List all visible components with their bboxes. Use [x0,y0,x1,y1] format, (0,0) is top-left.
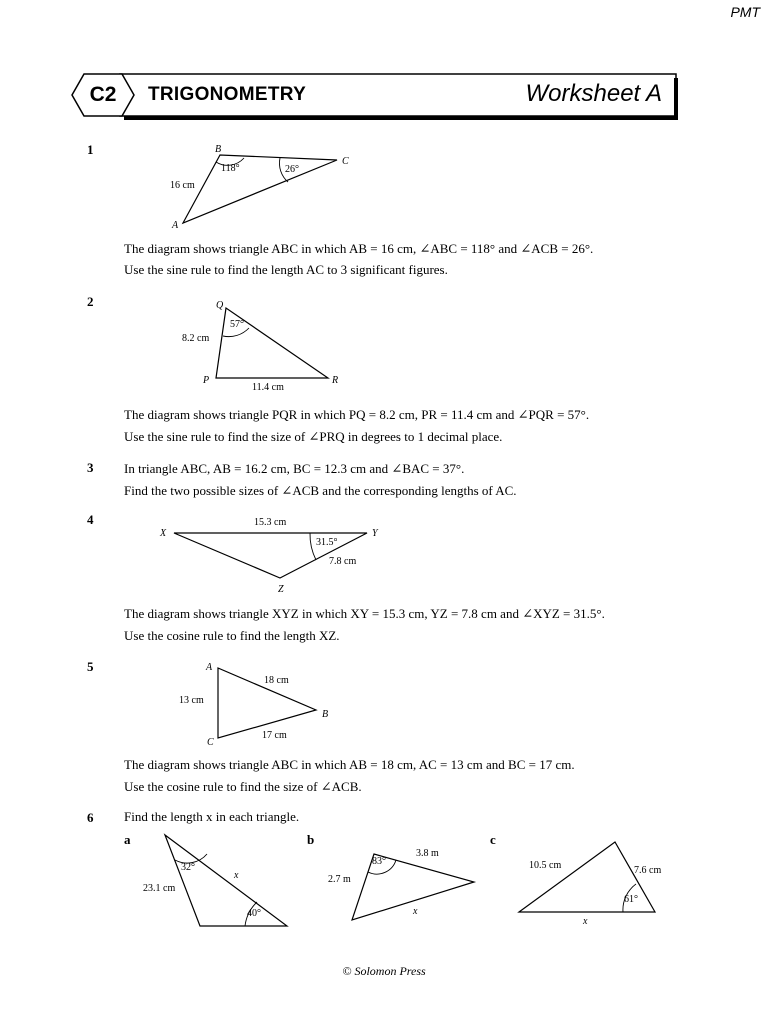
question-text: Use the cosine rule to find the length XZ. [124,628,340,643]
angle-bottom-label: 40° [247,908,261,919]
question-text: The diagram shows triangle ABC in which AB = 18 cm, AC = 13 cm and BC = 17 cm. [124,757,575,772]
side-top-label: 3.8 m [416,848,439,859]
corner-label: PMT [730,4,760,20]
side-xy-label: 15.3 cm [254,517,287,528]
vertex-z: Z [278,584,284,595]
vertex-a: A [206,662,213,673]
question-text: Use the sine rule to find the length AC to 3 significant figures. [124,262,448,277]
angle-y-label: 31.5° [316,537,338,548]
q6b-triangle-diagram [322,838,487,928]
unknown-x-label: x [234,870,239,881]
question-text: Find the length x in each triangle. [124,809,300,824]
vertex-y: Y [372,528,378,539]
question-number: 1 [87,142,94,157]
question-number: 3 [87,460,94,475]
q4-triangle-diagram [150,512,400,600]
vertex-p: P [203,375,210,386]
angle-c-label: 26° [285,164,299,175]
footer-credit: © Solomon Press [342,964,426,978]
unknown-x-label: x [583,916,588,927]
question-text: The diagram shows triangle ABC in which AB = 16 cm, ∠ABC = 118° and ∠ACB = 26°. [124,241,594,256]
question-text: The diagram shows triangle XYZ in which XY = 15.3 cm, YZ = 7.8 cm and ∠XYZ = 31.5°. [124,606,605,621]
side-left-label: 2.7 m [328,874,351,885]
side-bc-label: 17 cm [262,730,287,741]
course-code: C2 [89,83,117,106]
side-yz-label: 7.8 cm [329,556,357,567]
unknown-x-label: x [413,906,418,917]
part-label: c [490,832,496,847]
q5-triangle-diagram [170,658,360,750]
vertex-r: R [332,375,339,386]
vertex-b: B [215,144,222,155]
vertex-c: C [342,156,349,167]
page-title: TRIGONOMETRY [148,84,307,105]
side-ab-label: 18 cm [264,675,289,686]
angle-top-label: 32° [181,862,195,873]
worksheet-name: Worksheet A [525,80,662,107]
vertex-x: X [160,528,167,539]
question-number: 4 [87,512,94,527]
side-ab-label: 16 cm [170,180,195,191]
question-number: 5 [87,659,94,674]
side-left-label: 10.5 cm [529,860,562,871]
part-label: b [307,832,315,847]
part-label: a [124,832,131,847]
angle-label: 61° [624,894,638,905]
q1-triangle-diagram [160,140,360,235]
question-text: In triangle ABC, AB = 16.2 cm, BC = 12.3 cm and ∠BAC = 37°. [124,461,465,476]
vertex-a: A [172,220,179,231]
question-text: Use the sine rule to find the size of ∠PRQ in degrees to 1 decimal place. [124,429,503,444]
angle-q-label: 57° [230,319,244,330]
vertex-c: C [207,737,214,748]
side-pq-label: 8.2 cm [182,333,210,344]
question-text: Find the two possible sizes of ∠ACB and the corresponding lengths of AC. [124,483,517,498]
side-label: 23.1 cm [143,883,176,894]
vertex-q: Q [216,300,224,311]
q6a-triangle-diagram [135,830,295,930]
worksheet-banner [70,72,680,122]
question-number: 2 [87,294,94,309]
question-text: The diagram shows triangle PQR in which PQ = 8.2 cm, PR = 11.4 cm and ∠PQR = 57°. [124,407,590,422]
question-text: Use the cosine rule to find the size of ∠ACB. [124,779,362,794]
side-right-label: 7.6 cm [634,865,662,876]
question-number: 6 [87,810,94,825]
angle-label: 83° [372,856,386,867]
side-ac-label: 13 cm [179,695,204,706]
q2-triangle-diagram [170,296,360,396]
q6c-triangle-diagram [505,834,680,930]
vertex-b: B [322,709,329,720]
side-pr-label: 11.4 cm [252,382,284,393]
angle-b-label: 118° [221,163,240,174]
